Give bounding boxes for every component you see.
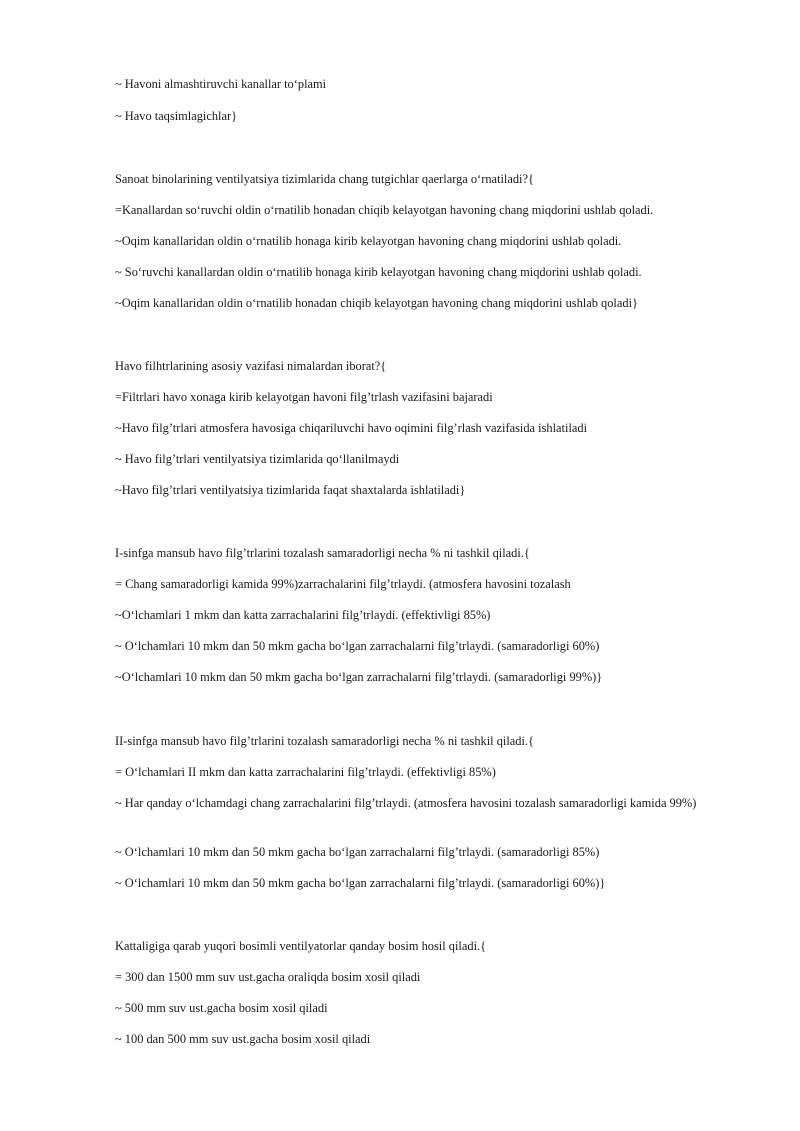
answer-option: =Kanallardan so‘ruvchi oldin o‘rnatilib honadan chiqib kelayotgan havoning chang miqdorini ushlab qoladi.: [115, 203, 654, 217]
answer-option: =Filtrlari havo xonaga kirib kelayotgan havoni filg’trlash vazifasini bajaradi: [115, 390, 493, 404]
answer-option: ~ O‘lchamlari 10 mkm dan 50 mkm gacha bo‘lgan zarrachalarni filg’trlaydi. (samaradorligi 60%)}: [115, 876, 606, 890]
question-text: Sanoat binolarining ventilyatsiya tizimlarida chang tutgichlar qaerlarga o‘rnatiladi?{: [115, 172, 534, 186]
question-text: Havo filhtrlarining asosiy vazifasi nimalardan iborat?{: [115, 359, 387, 373]
answer-option: ~Havo filg’trlari ventilyatsiya tizimlarida faqat shaxtalarda ishlatiladi}: [115, 483, 466, 497]
answer-option: = Chang samaradorligi kamida 99%)zarrachalarini filg’trlaydi. (atmosfera havosini tozalash: [115, 577, 571, 591]
answer-option: ~ So‘ruvchi kanallardan oldin o‘rnatilib honaga kirib kelayotgan havoning chang miqdorini ushlab qoladi.: [115, 265, 642, 279]
answer-option: ~ O‘lchamlari 10 mkm dan 50 mkm gacha bo‘lgan zarrachalarni filg’trlaydi. (samaradorligi 85%): [115, 845, 600, 859]
answer-option: = 300 dan 1500 mm suv ust.gacha oraliqda bosim xosil qiladi: [115, 970, 421, 984]
question-text: I-sinfga mansub havo filg’trlarini tozalash samaradorligi necha % ni tashkil qiladi.{: [115, 546, 530, 560]
answer-option: ~ Har qanday o‘lchamdagi chang zarrachalarini filg’trlaydi. (atmosfera havosini tozalash samaradorligi kamida 99%): [115, 796, 697, 810]
answer-option: ~ Havoni almashtiruvchi kanallar to‘plami: [115, 77, 327, 91]
answer-option: = O‘lchamlari II mkm dan katta zarrachalarini filg’trlaydi. (effektivligi 85%): [115, 765, 496, 779]
answer-option: ~Oqim kanallaridan oldin o‘rnatilib honaga kirib kelayotgan havoning chang miqdorini ushlab qoladi.: [115, 234, 622, 248]
answer-option: ~O‘lchamlari 10 mkm dan 50 mkm gacha bo‘lgan zarrachalarni filg’trlaydi. (samaradorligi 99%)}: [115, 670, 603, 684]
answer-option: ~ Havo taqsimlagichlar}: [115, 109, 238, 123]
answer-option: ~Havo filg’trlari atmosfera havosiga chiqariluvchi havo oqimini filg’rlash vazifasida ishlatiladi: [115, 421, 588, 435]
answer-option: ~ 500 mm suv ust.gacha bosim xosil qiladi: [115, 1001, 328, 1015]
answer-option: ~Oqim kanallaridan oldin o‘rnatilib honadan chiqib kelayotgan havoning chang miqdorini ushlab qoladi}: [115, 296, 638, 310]
question-text: II-sinfga mansub havo filg’trlarini tozalash samaradorligi necha % ni tashkil qiladi.{: [115, 734, 534, 748]
answer-option: ~ 100 dan 500 mm suv ust.gacha bosim xosil qiladi: [115, 1032, 371, 1046]
answer-option: ~O‘lchamlari 1 mkm dan katta zarrachalarini filg’trlaydi. (effektivligi 85%): [115, 608, 491, 622]
answer-option: ~ O‘lchamlari 10 mkm dan 50 mkm gacha bo‘lgan zarrachalarni filg’trlaydi. (samaradorligi 60%): [115, 639, 600, 653]
question-text: Kattaligiga qarab yuqori bosimli ventilyatorlar qanday bosim hosil qiladi.{: [115, 939, 487, 953]
answer-option: ~ Havo filg’trlari ventilyatsiya tizimlarida qo‘llanilmaydi: [115, 452, 400, 466]
